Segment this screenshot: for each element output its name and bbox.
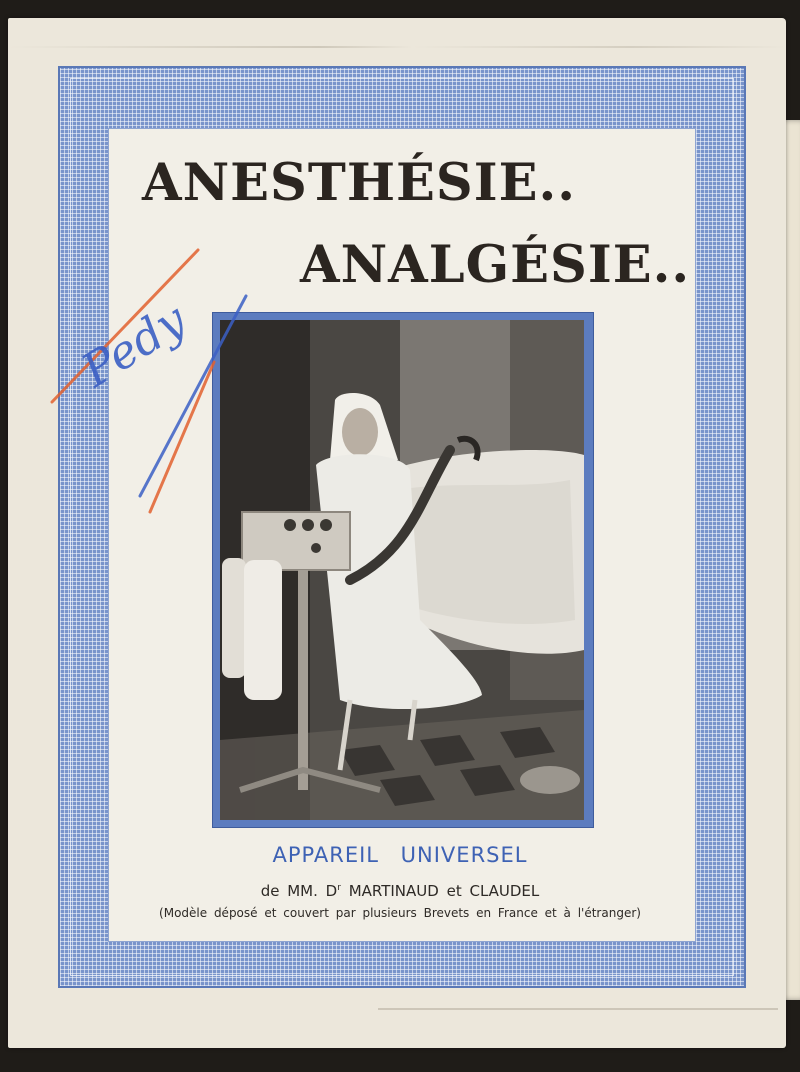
authors-names: MARTINAUD et CLAUDEL xyxy=(340,882,540,900)
paper-crease xyxy=(378,1008,778,1010)
caption-device-name: APPAREIL UNIVERSEL xyxy=(272,843,528,867)
authors-superscript: r xyxy=(337,883,341,893)
handwritten-note: Pedy xyxy=(72,292,196,398)
photo-illustration xyxy=(220,320,584,820)
caption-patent-note: (Modèle déposé et couvert par plusieurs Brevets en France et à l'étranger) xyxy=(159,906,641,920)
nurse-with-apparatus-photo xyxy=(220,320,584,820)
paper-tear xyxy=(8,46,786,48)
title-anesthesie: ANESTHÉSIE.. xyxy=(142,153,576,213)
authors-prefix: de MM. D xyxy=(260,882,338,900)
caption-authors xyxy=(120,882,680,900)
title-analgesie: ANALGÉSIE.. xyxy=(300,235,691,295)
